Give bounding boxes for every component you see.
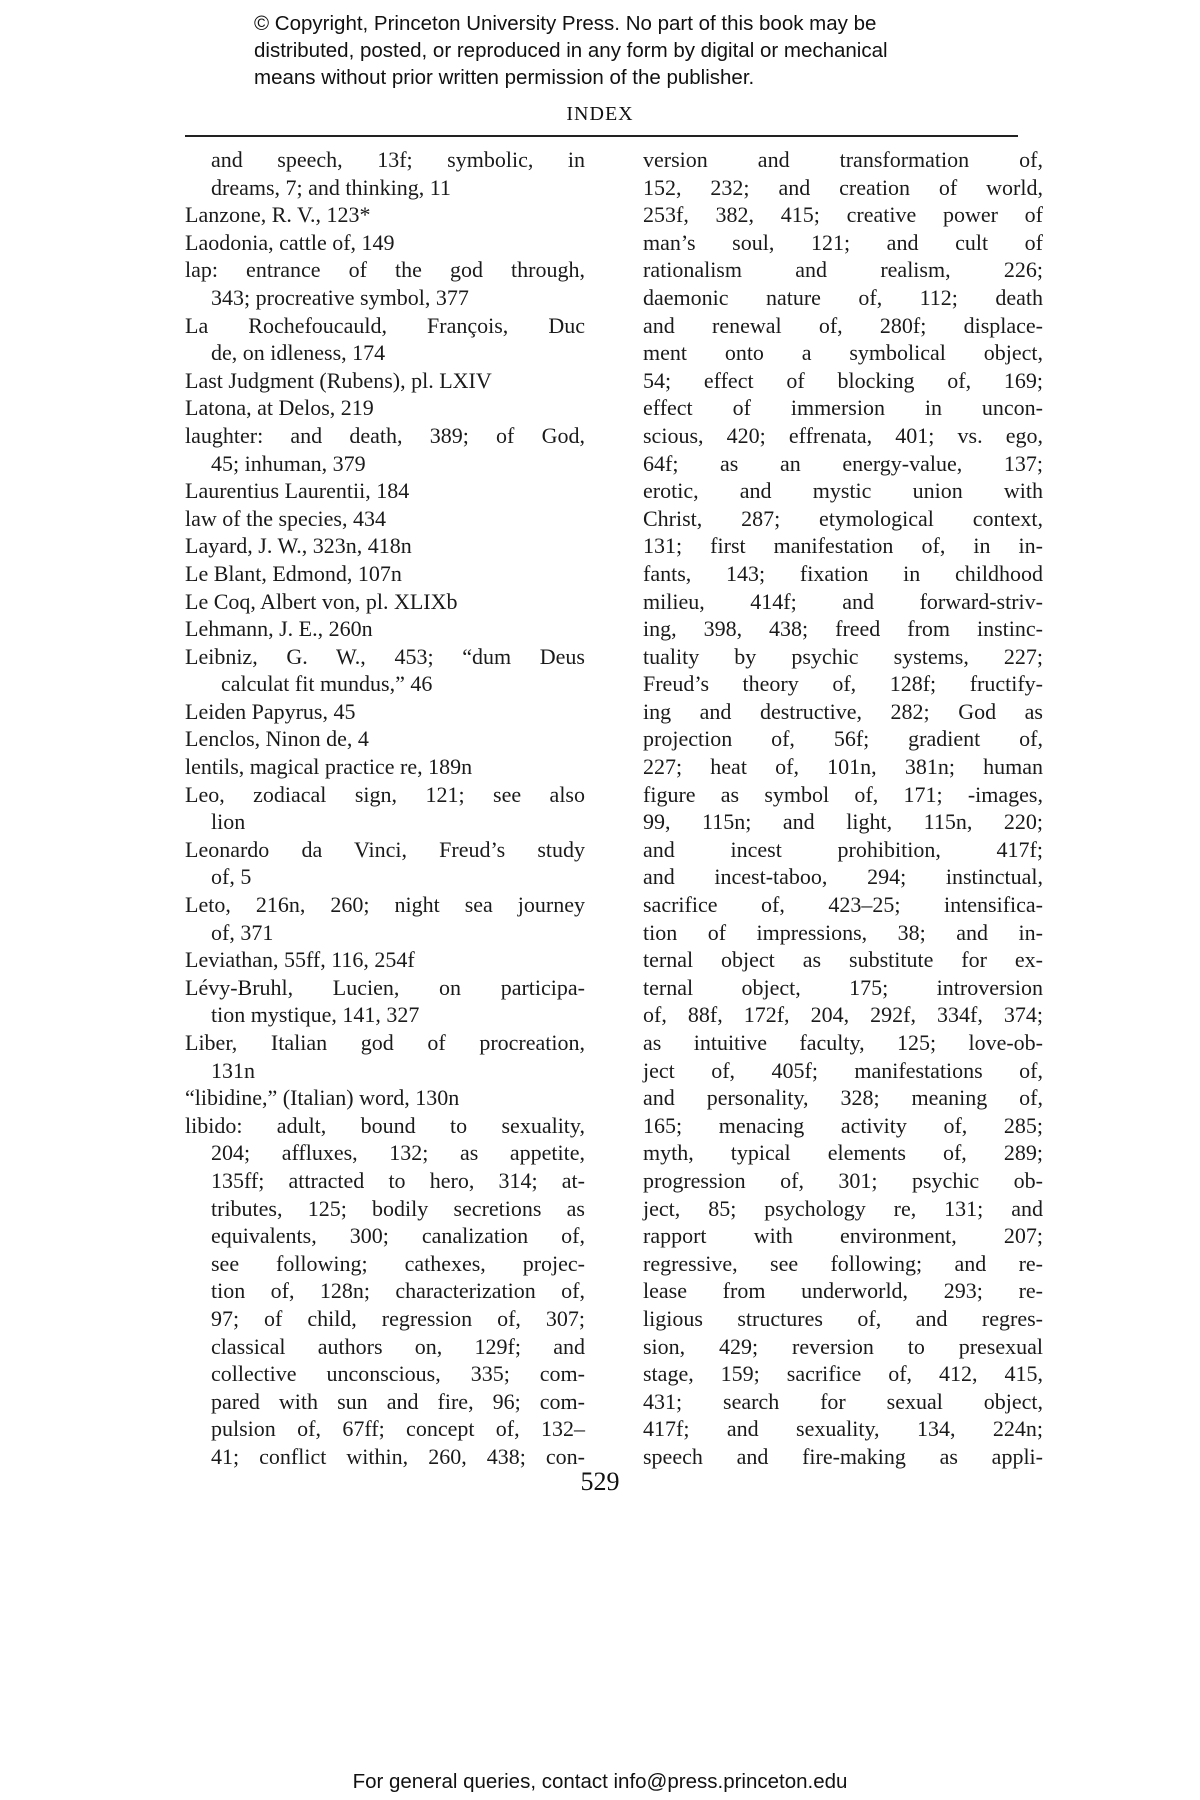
index-line: man’s soul, 121; and cult of [643,229,1043,255]
index-line: see following; cathexes, projec- [211,1250,585,1276]
index-line: 64f; as an energy-value, 137; [643,450,1043,476]
index-line: lap: entrance of the god through, [185,257,585,283]
index-line: Leiden Papyrus, 45 [185,698,356,724]
index-line: tuality by psychic systems, 227; [643,643,1043,669]
header-rule [185,135,1018,137]
index-line: figure as symbol of, 171; -images, [643,781,1043,807]
index-column-right [643,146,1043,1471]
index-line: and speech, 13f; symbolic, in [211,147,585,172]
index-line: ment onto a symbolical object, [643,340,1043,366]
index-column-left [185,146,585,1471]
index-line: stage, 159; sacrifice of, 412, 415, [643,1361,1043,1387]
index-line: Lévy-Bruhl, Lucien, on participa- [185,974,585,1000]
index-line: 45; inhuman, 379 [211,450,366,476]
index-line: progression of, 301; psychic ob- [643,1167,1043,1193]
index-line: 54; effect of blocking of, 169; [643,367,1043,393]
page-number: 529 [580,1467,620,1496]
index-line: ternal object, 175; introversion [643,974,1043,1000]
index-line: effect of immersion in uncon- [643,395,1043,421]
index-line: collective unconscious, 335; com- [211,1361,585,1387]
index-line: Leviathan, 55ff, 116, 254f [185,947,415,973]
index-line: of, 88f, 172f, 204, 292f, 334f, 374; [643,1002,1043,1028]
index-line: sion, 429; reversion to presexual [643,1333,1043,1359]
index-line: ject of, 405f; manifestations of, [643,1057,1043,1083]
index-line: regressive, see following; and re- [643,1250,1043,1276]
index-line: daemonic nature of, 112; death [643,284,1043,310]
index-line: 99, 115n; and light, 115n, 220; [643,809,1043,835]
index-line: de, on idleness, 174 [211,340,386,366]
index-line: equivalents, 300; canalization of, [211,1223,585,1249]
index-line: version and transformation of, [643,147,1043,172]
index-line: calculat fit mundus,” 46 [221,671,433,697]
index-line: Freud’s theory of, 128f; fructify- [643,671,1043,697]
index-line: tion of impressions, 38; and in- [643,919,1043,945]
index-line: and personality, 328; meaning of, [643,1085,1043,1111]
index-line: 431; search for sexual object, [643,1388,1043,1414]
index-line: lease from underworld, 293; re- [643,1278,1043,1304]
index-line: tion of, 128n; characterization of, [211,1278,585,1304]
index-line: 41; conflict within, 260, 438; con- [211,1443,585,1469]
running-head: INDEX [566,103,634,125]
index-line: Laurentius Laurentii, 184 [185,478,410,504]
index-line: Le Coq, Albert von, pl. XLIXb [185,588,458,614]
index-line: milieu, 414f; and forward-striv- [643,588,1043,614]
index-line: Le Blant, Edmond, 107n [185,560,402,586]
index-line: dreams, 7; and thinking, 11 [211,174,451,200]
index-line: tion mystique, 141, 327 [211,1002,420,1028]
index-line: ligious structures of, and regres- [643,1305,1043,1331]
copyright-line-3: means without prior written permission of the publisher. [254,66,755,89]
index-line: “libidine,” (Italian) word, 130n [185,1085,460,1111]
index-line: 227; heat of, 101n, 381n; human [643,754,1043,780]
index-line: and renewal of, 280f; displace- [643,312,1043,338]
copyright-line-1: © Copyright, Princeton University Press. No part of this book may be [254,12,877,35]
footer-contact: For general queries, contact info@press.princeton.edu [352,1770,848,1793]
index-line: sacrifice of, 423–25; intensifica- [643,892,1043,918]
index-line: 131; first manifestation of, in in- [643,533,1043,559]
index-line: scious, 420; effrenata, 401; vs. ego, [643,422,1043,448]
index-line: 131n [211,1057,255,1083]
copyright-line-2: distributed, posted, or reproduced in any form by digital or mechanical [254,39,888,62]
index-line: laughter: and death, 389; of God, [185,422,585,448]
index-line: 135ff; attracted to hero, 314; at- [211,1167,585,1193]
index-line: Lenclos, Ninon de, 4 [185,726,369,752]
index-line: Liber, Italian god of procreation, [185,1030,585,1055]
index-line: 417f; and sexuality, 134, 224n; [643,1416,1043,1442]
index-line: and incest-taboo, 294; instinctual, [643,864,1043,890]
index-line: Christ, 287; etymological context, [643,505,1043,531]
index-line: ternal object as substitute for ex- [643,947,1043,973]
index-line: of, 5 [211,864,252,890]
index-line: 253f, 382, 415; creative power of [643,202,1043,228]
index-line: Laodonia, cattle of, 149 [185,229,395,255]
index-line: projection of, 56f; gradient of, [643,726,1043,752]
index-line: Latona, at Delos, 219 [185,395,374,421]
index-line: rationalism and realism, 226; [643,257,1043,283]
index-line: ject, 85; psychology re, 131; and [643,1195,1043,1221]
index-line: Last Judgment (Rubens), pl. LXIV [185,367,492,393]
index-line: erotic, and mystic union with [643,478,1043,504]
index-line: ing, 398, 438; freed from instinc- [643,616,1043,642]
index-line: Lehmann, J. E., 260n [185,616,373,642]
index-line: and incest prohibition, 417f; [643,836,1043,862]
index-line: pulsion of, 67ff; concept of, 132– [211,1416,585,1442]
index-line: lentils, magical practice re, 189n [185,754,473,780]
index-line: law of the species, 434 [185,505,386,531]
index-line: Leto, 216n, 260; night sea journey [185,892,585,918]
index-line: 165; menacing activity of, 285; [643,1112,1043,1138]
index-line: lion [211,809,246,835]
index-line: pared with sun and fire, 96; com- [211,1388,585,1414]
index-line: tributes, 125; bodily secretions as [211,1195,585,1221]
copyright-notice [254,10,1014,91]
index-line: classical authors on, 129f; and [211,1333,585,1359]
index-line: 343; procreative symbol, 377 [211,284,469,310]
index-line: rapport with environment, 207; [643,1223,1043,1249]
index-line: fants, 143; fixation in childhood [643,560,1043,586]
index-line: speech and fire-making as appli- [643,1443,1043,1469]
index-line: Leo, zodiacal sign, 121; see also [185,781,585,807]
index-line: 152, 232; and creation of world, [643,174,1043,200]
index-line: La Rochefoucauld, François, Duc [185,312,585,338]
index-line: 97; of child, regression of, 307; [211,1305,585,1331]
index-line: 204; affluxes, 132; as appetite, [211,1140,585,1166]
index-line: Layard, J. W., 323n, 418n [185,533,412,559]
index-line: ing and destructive, 282; God as [643,698,1043,724]
index-line: libido: adult, bound to sexuality, [185,1112,585,1138]
index-line: Lanzone, R. V., 123* [185,202,371,228]
index-line: of, 371 [211,919,274,945]
index-line: as intuitive faculty, 125; love-ob- [643,1030,1043,1055]
index-line: myth, typical elements of, 289; [643,1140,1043,1166]
index-line: Leibniz, G. W., 453; “dum Deus [185,643,585,669]
index-line: Leonardo da Vinci, Freud’s study [185,836,585,862]
